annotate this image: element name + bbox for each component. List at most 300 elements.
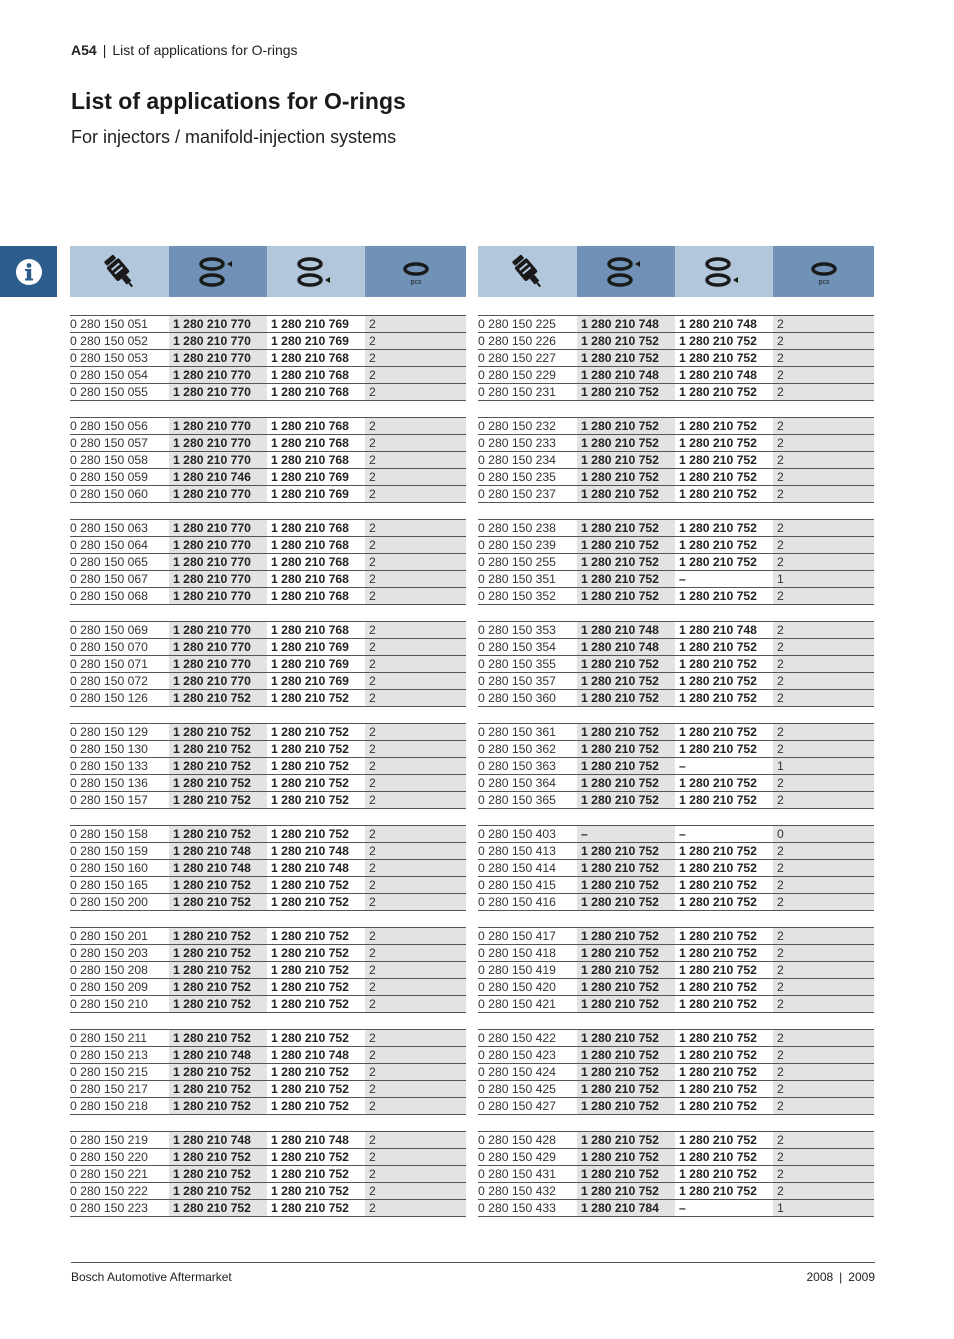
oring-lower-part: 1 280 210 752	[679, 419, 757, 433]
pieces-count: 2	[365, 877, 466, 893]
oring-lower-part: 1 280 210 752	[679, 725, 757, 739]
footer-year-end: 2009	[848, 1270, 875, 1284]
pieces-count: 2	[365, 520, 466, 536]
pieces-count: 2	[773, 792, 874, 808]
table-row	[70, 537, 466, 554]
injector-number: 0 280 150 432	[478, 1184, 556, 1198]
table-row	[70, 1029, 466, 1047]
right-applications-table	[478, 246, 874, 1217]
page-title: List of applications for O-rings	[71, 88, 406, 114]
oring-lower-part: 1 280 210 752	[679, 1082, 757, 1096]
oring-upper-part: 1 280 210 784	[577, 1200, 675, 1216]
injector-number: 0 280 150 363	[478, 759, 556, 773]
table-row	[478, 1064, 874, 1081]
table-row	[70, 639, 466, 656]
oring-upper-part: 1 280 210 770	[169, 554, 267, 570]
oring-lower-part: 1 280 210 752	[679, 521, 757, 535]
pieces-count: 2	[365, 367, 466, 383]
injector-number: 0 280 150 215	[70, 1065, 148, 1079]
oring-pair-upper-icon	[602, 252, 650, 292]
injector-number: 0 280 150 423	[478, 1048, 556, 1062]
injector-number: 0 280 150 222	[70, 1184, 148, 1198]
injector-number: 0 280 150 072	[70, 674, 148, 688]
pieces-count: 2	[773, 741, 874, 757]
info-icon	[14, 257, 44, 287]
injector-number: 0 280 150 060	[70, 487, 148, 501]
table-row	[70, 690, 466, 707]
table-row	[70, 1064, 466, 1081]
injector-number: 0 280 150 054	[70, 368, 148, 382]
pieces-count: 2	[365, 860, 466, 876]
injector-number: 0 280 150 200	[70, 895, 148, 909]
table-row	[478, 333, 874, 350]
oring-upper-part: 1 280 210 752	[169, 928, 267, 944]
table-header	[70, 246, 466, 297]
pieces-count: 2	[365, 1166, 466, 1182]
injector-number: 0 280 150 226	[478, 334, 556, 348]
pieces-count: 2	[773, 945, 874, 961]
oring-lower-part: 1 280 210 748	[271, 1048, 349, 1062]
oring-upper-part: 1 280 210 752	[169, 792, 267, 808]
oring-lower-part: 1 280 210 752	[679, 555, 757, 569]
pieces-count: 2	[365, 622, 466, 638]
oring-upper-part: 1 280 210 752	[169, 962, 267, 978]
pieces-count: 2	[773, 588, 874, 604]
oring-upper-part: 1 280 210 752	[577, 452, 675, 468]
pieces-count: 2	[773, 333, 874, 349]
oring-lower-part: 1 280 210 752	[271, 1031, 349, 1045]
injector-number: 0 280 150 165	[70, 878, 148, 892]
oring-lower-part: 1 280 210 752	[679, 589, 757, 603]
table-row	[70, 656, 466, 673]
injector-number: 0 280 150 158	[70, 827, 148, 841]
oring-lower-part: 1 280 210 768	[271, 623, 349, 637]
oring-upper-part: 1 280 210 752	[577, 350, 675, 366]
oring-lower-part: –	[679, 827, 686, 841]
oring-lower-part: 1 280 210 748	[271, 844, 349, 858]
injector-number: 0 280 150 354	[478, 640, 556, 654]
oring-upper-part: 1 280 210 752	[577, 1081, 675, 1097]
injector-number: 0 280 150 159	[70, 844, 148, 858]
oring-lower-part: 1 280 210 768	[271, 351, 349, 365]
injector-number: 0 280 150 221	[70, 1167, 148, 1181]
header-pcs	[365, 246, 466, 297]
table-row	[478, 996, 874, 1013]
oring-lower-part: 1 280 210 752	[679, 929, 757, 943]
table-row	[70, 843, 466, 860]
oring-lower-part: 1 280 210 752	[679, 1031, 757, 1045]
oring-upper-part: 1 280 210 752	[577, 690, 675, 706]
oring-lower-part: 1 280 210 752	[679, 470, 757, 484]
table-row	[478, 894, 874, 911]
pieces-count: 2	[773, 843, 874, 859]
table-row	[478, 741, 874, 758]
oring-upper-part: 1 280 210 752	[577, 1166, 675, 1182]
table-row	[70, 1131, 466, 1149]
oring-upper-part: 1 280 210 752	[169, 758, 267, 774]
oring-lower-part: 1 280 210 752	[679, 1184, 757, 1198]
injector-number: 0 280 150 057	[70, 436, 148, 450]
oring-upper-part: 1 280 210 752	[169, 775, 267, 791]
table-row	[478, 1200, 874, 1217]
table-row	[70, 877, 466, 894]
oring-lower-part: 1 280 210 748	[679, 623, 757, 637]
oring-lower-part: 1 280 210 752	[679, 385, 757, 399]
injector-number: 0 280 150 428	[478, 1133, 556, 1147]
injector-number: 0 280 150 425	[478, 1082, 556, 1096]
running-header: A54 | List of applications for O-rings	[71, 42, 298, 58]
pieces-count: 2	[773, 1081, 874, 1097]
oring-upper-part: 1 280 210 770	[169, 588, 267, 604]
oring-pcs-icon	[396, 254, 436, 290]
oring-upper-part: 1 280 210 770	[169, 520, 267, 536]
oring-upper-part: 1 280 210 752	[577, 996, 675, 1012]
oring-lower-part: 1 280 210 752	[679, 1133, 757, 1147]
table-row	[70, 1149, 466, 1166]
table-row	[70, 486, 466, 503]
pieces-count: 2	[365, 775, 466, 791]
oring-upper-part: 1 280 210 770	[169, 418, 267, 434]
table-row	[478, 775, 874, 792]
oring-lower-part: 1 280 210 768	[271, 385, 349, 399]
injector-number: 0 280 150 237	[478, 487, 556, 501]
pieces-count: 2	[365, 554, 466, 570]
injector-number: 0 280 150 429	[478, 1150, 556, 1164]
pieces-count: 2	[365, 826, 466, 842]
pieces-count: 2	[365, 350, 466, 366]
oring-lower-part: 1 280 210 748	[679, 368, 757, 382]
pieces-count: 2	[365, 843, 466, 859]
table-row	[70, 417, 466, 435]
oring-upper-part: 1 280 210 752	[169, 1064, 267, 1080]
table-row	[70, 1098, 466, 1115]
injector-number: 0 280 150 051	[70, 317, 148, 331]
oring-upper-part: 1 280 210 770	[169, 316, 267, 332]
pieces-count: 2	[773, 554, 874, 570]
table-row	[70, 894, 466, 911]
oring-lower-part: 1 280 210 768	[271, 572, 349, 586]
table-row	[70, 979, 466, 996]
injector-number: 0 280 150 068	[70, 589, 148, 603]
pieces-count: 2	[365, 945, 466, 961]
table-row	[70, 588, 466, 605]
oring-upper-part: 1 280 210 752	[169, 979, 267, 995]
oring-lower-part: 1 280 210 752	[679, 861, 757, 875]
oring-upper-part: 1 280 210 748	[577, 316, 675, 332]
oring-upper-part: 1 280 210 752	[169, 1098, 267, 1114]
pieces-count: 2	[365, 894, 466, 910]
injector-icon	[504, 252, 552, 292]
footer-company: Bosch Automotive Aftermarket	[71, 1270, 232, 1284]
injector-number: 0 280 150 220	[70, 1150, 148, 1164]
table-row	[70, 741, 466, 758]
table-row	[478, 1047, 874, 1064]
injector-number: 0 280 150 364	[478, 776, 556, 790]
row-group	[70, 927, 466, 1013]
pieces-count: 2	[365, 1183, 466, 1199]
oring-upper-part: 1 280 210 770	[169, 384, 267, 400]
table-row	[478, 384, 874, 401]
injector-number: 0 280 150 420	[478, 980, 556, 994]
row-group	[478, 519, 874, 605]
oring-upper-part: 1 280 210 770	[169, 537, 267, 553]
oring-lower-part: 1 280 210 752	[679, 657, 757, 671]
injector-number: 0 280 150 355	[478, 657, 556, 671]
table-row	[70, 435, 466, 452]
pieces-count: 2	[365, 418, 466, 434]
pieces-count: 2	[365, 316, 466, 332]
oring-lower-part: 1 280 210 752	[679, 895, 757, 909]
injector-number: 0 280 150 209	[70, 980, 148, 994]
oring-lower-part: 1 280 210 752	[679, 793, 757, 807]
oring-upper-part: 1 280 210 752	[577, 877, 675, 893]
injector-number: 0 280 150 424	[478, 1065, 556, 1079]
footer-divider	[71, 1262, 875, 1263]
injector-number: 0 280 150 071	[70, 657, 148, 671]
injector-number: 0 280 150 067	[70, 572, 148, 586]
oring-upper-part: 1 280 210 752	[169, 690, 267, 706]
oring-lower-part: 1 280 210 752	[271, 827, 349, 841]
oring-lower-part: 1 280 210 752	[679, 742, 757, 756]
table-row	[478, 1098, 874, 1115]
pieces-count: 2	[773, 1149, 874, 1165]
injector-number: 0 280 150 414	[478, 861, 556, 875]
pieces-count: 2	[773, 622, 874, 638]
oring-upper-part: 1 280 210 752	[577, 673, 675, 689]
table-row	[70, 333, 466, 350]
oring-lower-part: 1 280 210 752	[679, 436, 757, 450]
injector-number: 0 280 150 413	[478, 844, 556, 858]
table-row	[478, 315, 874, 333]
injector-number: 0 280 150 211	[70, 1031, 148, 1045]
table-row	[70, 469, 466, 486]
pieces-count: 2	[773, 690, 874, 706]
pieces-count: 2	[773, 656, 874, 672]
oring-upper-part: 1 280 210 770	[169, 486, 267, 502]
pieces-count: 2	[365, 1200, 466, 1216]
oring-upper-part: 1 280 210 748	[169, 1047, 267, 1063]
table-row	[478, 571, 874, 588]
injector-number: 0 280 150 352	[478, 589, 556, 603]
injector-number: 0 280 150 225	[478, 317, 556, 331]
table-row	[478, 758, 874, 775]
oring-lower-part: 1 280 210 752	[679, 453, 757, 467]
table-row	[478, 962, 874, 979]
injector-number: 0 280 150 360	[478, 691, 556, 705]
pieces-count: 2	[773, 673, 874, 689]
table-row	[70, 962, 466, 979]
table-row	[70, 945, 466, 962]
pieces-count: 2	[773, 435, 874, 451]
injector-number: 0 280 150 422	[478, 1031, 556, 1045]
oring-upper-part: 1 280 210 770	[169, 350, 267, 366]
row-group	[478, 1029, 874, 1115]
injector-number: 0 280 150 063	[70, 521, 148, 535]
pieces-count: 2	[773, 384, 874, 400]
pieces-count: 2	[365, 792, 466, 808]
oring-upper-part: 1 280 210 770	[169, 435, 267, 451]
oring-upper-part: 1 280 210 748	[169, 843, 267, 859]
oring-pcs-icon	[804, 254, 844, 290]
table-row	[478, 979, 874, 996]
oring-pair-upper-icon	[194, 252, 242, 292]
oring-upper-part: 1 280 210 770	[169, 673, 267, 689]
oring-lower-part: 1 280 210 752	[271, 725, 349, 739]
injector-number: 0 280 150 210	[70, 997, 148, 1011]
header-oring-lower	[267, 246, 365, 297]
table-row	[70, 452, 466, 469]
oring-upper-part: 1 280 210 752	[577, 418, 675, 434]
oring-upper-part: 1 280 210 752	[577, 588, 675, 604]
table-row	[70, 927, 466, 945]
table-row	[70, 1047, 466, 1064]
oring-lower-part: 1 280 210 752	[271, 1167, 349, 1181]
row-group	[478, 315, 874, 401]
injector-number: 0 280 150 419	[478, 963, 556, 977]
oring-upper-part: 1 280 210 752	[169, 945, 267, 961]
injector-number: 0 280 150 157	[70, 793, 148, 807]
pieces-count: 2	[365, 639, 466, 655]
row-group	[70, 825, 466, 911]
pieces-count: 2	[773, 1047, 874, 1063]
oring-upper-part: 1 280 210 770	[169, 622, 267, 638]
table-row	[478, 1029, 874, 1047]
oring-upper-part: 1 280 210 752	[577, 1183, 675, 1199]
oring-upper-part: 1 280 210 752	[169, 894, 267, 910]
injector-number: 0 280 150 218	[70, 1099, 148, 1113]
table-row	[70, 1166, 466, 1183]
pieces-count: 2	[773, 1183, 874, 1199]
injector-number: 0 280 150 416	[478, 895, 556, 909]
pieces-count: 2	[365, 741, 466, 757]
row-group	[70, 723, 466, 809]
oring-upper-part: 1 280 210 752	[577, 775, 675, 791]
left-table-body	[70, 315, 466, 1217]
oring-lower-part: 1 280 210 752	[271, 997, 349, 1011]
pieces-count: 0	[773, 826, 874, 842]
pieces-count: 2	[773, 775, 874, 791]
oring-lower-part: 1 280 210 752	[271, 1150, 349, 1164]
injector-number: 0 280 150 217	[70, 1082, 148, 1096]
table-row	[70, 1183, 466, 1200]
table-row	[478, 877, 874, 894]
oring-upper-part: 1 280 210 770	[169, 639, 267, 655]
pieces-count: 2	[365, 724, 466, 740]
oring-upper-part: 1 280 210 752	[577, 554, 675, 570]
pieces-count: 2	[773, 979, 874, 995]
header-injector	[70, 246, 169, 297]
oring-lower-part: 1 280 210 752	[679, 1099, 757, 1113]
pieces-count: 2	[365, 996, 466, 1012]
oring-upper-part: 1 280 210 752	[577, 860, 675, 876]
footer-year-start: 2008	[806, 1270, 834, 1284]
injector-number: 0 280 150 427	[478, 1099, 556, 1113]
table-row	[70, 350, 466, 367]
oring-lower-part: 1 280 210 752	[679, 674, 757, 688]
injector-number: 0 280 150 130	[70, 742, 148, 756]
oring-upper-part: 1 280 210 748	[577, 639, 675, 655]
oring-lower-part: 1 280 210 752	[679, 997, 757, 1011]
table-row	[478, 435, 874, 452]
oring-upper-part: 1 280 210 770	[169, 656, 267, 672]
table-row	[478, 367, 874, 384]
oring-lower-part: 1 280 210 752	[679, 487, 757, 501]
table-row	[70, 1081, 466, 1098]
table-row	[478, 690, 874, 707]
injector-number: 0 280 150 361	[478, 725, 556, 739]
table-row	[478, 537, 874, 554]
oring-upper-part: 1 280 210 752	[577, 571, 675, 587]
injector-number: 0 280 150 160	[70, 861, 148, 875]
pieces-count: 2	[773, 537, 874, 553]
footer-years: 2008 | 2009	[806, 1270, 875, 1284]
pieces-count: 2	[365, 962, 466, 978]
table-row	[70, 673, 466, 690]
table-row	[478, 452, 874, 469]
table-row	[478, 656, 874, 673]
table-row	[478, 621, 874, 639]
pieces-count: 2	[365, 571, 466, 587]
right-table-body	[478, 315, 874, 1217]
pieces-count: 2	[773, 1098, 874, 1114]
oring-lower-part: 1 280 210 752	[679, 351, 757, 365]
oring-lower-part: 1 280 210 752	[679, 980, 757, 994]
pieces-count: 2	[365, 486, 466, 502]
oring-upper-part: 1 280 210 752	[577, 1098, 675, 1114]
oring-lower-part: 1 280 210 769	[271, 487, 349, 501]
pieces-count: 2	[365, 435, 466, 451]
table-row	[70, 621, 466, 639]
table-row	[70, 723, 466, 741]
oring-upper-part: 1 280 210 752	[577, 520, 675, 536]
oring-upper-part: 1 280 210 770	[169, 571, 267, 587]
table-row	[478, 639, 874, 656]
injector-number: 0 280 150 421	[478, 997, 556, 1011]
oring-upper-part: 1 280 210 752	[577, 741, 675, 757]
oring-lower-part: 1 280 210 748	[271, 1133, 349, 1147]
table-row	[70, 775, 466, 792]
injector-number: 0 280 150 055	[70, 385, 148, 399]
oring-upper-part: 1 280 210 752	[169, 996, 267, 1012]
header-oring-lower	[675, 246, 773, 297]
injector-number: 0 280 150 070	[70, 640, 148, 654]
injector-number: 0 280 150 065	[70, 555, 148, 569]
row-group	[70, 1029, 466, 1115]
injector-number: 0 280 150 129	[70, 725, 148, 739]
row-group	[70, 621, 466, 707]
oring-lower-part: 1 280 210 752	[679, 538, 757, 552]
table-row	[478, 469, 874, 486]
row-group	[70, 1131, 466, 1217]
oring-upper-part: 1 280 210 752	[169, 1166, 267, 1182]
pieces-count: 2	[365, 1149, 466, 1165]
page-code: A54	[71, 42, 97, 58]
injector-number: 0 280 150 431	[478, 1167, 556, 1181]
oring-upper-part: 1 280 210 770	[169, 333, 267, 349]
oring-upper-part: 1 280 210 748	[169, 860, 267, 876]
oring-upper-part: 1 280 210 752	[169, 724, 267, 740]
table-row	[70, 554, 466, 571]
injector-number: 0 280 150 231	[478, 385, 556, 399]
table-row	[478, 1166, 874, 1183]
pieces-count: 2	[773, 894, 874, 910]
oring-lower-part: 1 280 210 748	[679, 317, 757, 331]
injector-number: 0 280 150 201	[70, 929, 148, 943]
table-row	[70, 367, 466, 384]
row-group	[70, 417, 466, 503]
pieces-count: 2	[365, 690, 466, 706]
oring-lower-part: 1 280 210 768	[271, 453, 349, 467]
